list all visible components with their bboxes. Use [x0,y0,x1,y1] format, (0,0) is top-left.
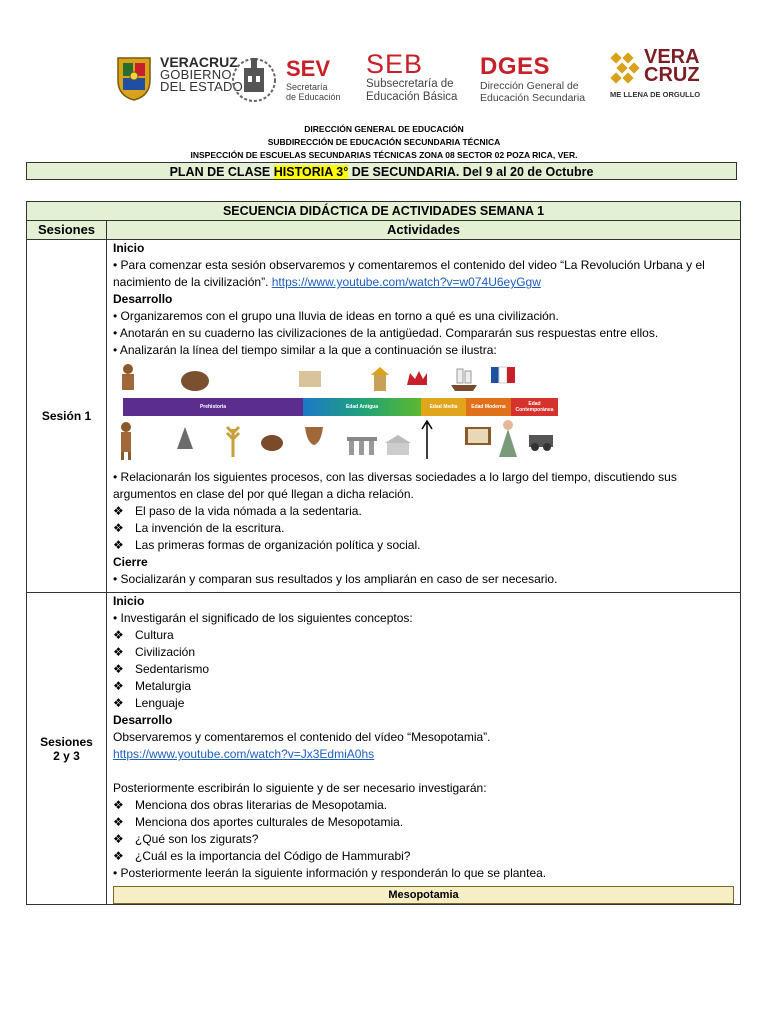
seb-sub-line1: Subsecretaría de [366,78,454,90]
s1-desarrollo-heading: Desarrollo [113,292,173,306]
machine-icon [527,427,557,451]
sev-sub-line2: de Educación [286,92,341,102]
s23-desarrollo-text: Observaremos y comentaremos el contenido del vídeo “Mesopotamia”. [113,730,491,744]
s1-desarrollo-item-1: • Organizaremos con el grupo una lluvia de ideas en torno a qué es una civilización. [113,309,559,323]
question-item [113,797,734,814]
s1-process-bullet [113,503,734,520]
table-title: SECUENCIA DIDÁCTICA DE ACTIVIDADES SEMANA 1 [222,204,545,218]
wheat-icon [221,423,245,459]
diamond-bullet-icon: ❖ [113,696,124,710]
plan-title-bar [26,162,737,180]
s1-process-bullet [113,520,734,537]
question-2: Menciona dos aportes culturales de Mesopotamia. [135,815,404,829]
s1-process-item-1: El paso de la vida nómada a la sedentaria. [135,504,362,518]
question-4: ¿Cuál es la importancia del Código de Hammurabi? [135,849,411,863]
dges-logo-word: DGES [480,53,551,80]
s1-process-bullet [113,537,734,554]
institution-line-3: INSPECCIÓN DE ESCUELAS SECUNDARIAS TÉCNICAS ZONA 08 SECTOR 02 POZA RICA, VER. [190,150,578,160]
s1-inicio-paragraph: • Para comenzar esta sesión observaremos y comentaremos el contenido del video “La Revolución Urbana y el nacimiento de la civilización”. [113,258,705,289]
s1-cierre-text: • Socializarán y comparan sus resultados y los ampliarán en caso de ser necesario. [113,572,558,586]
vc-line2: CRUZ [644,64,700,86]
plan-suffix: DE SECUNDARIA. Del 9 al 20 de Octubre [348,165,594,179]
seb-logo-subtitle [366,78,457,104]
veracruz-del-estado: DEL ESTADO [160,79,243,94]
s1-desarrollo-item-3: • Analizarán la línea del tiempo similar a la que a continuación se ilustra: [113,343,497,357]
dges-sub-line2: Educación Secundaria [480,92,586,104]
book-icon [463,425,493,447]
timeline-segment-edad-contemporanea: Edad Contemporánea [511,398,558,416]
crown-figure-icon [405,367,429,391]
col-header-sessions: Sesiones [27,221,107,239]
sessions-2-3-label-line2: 2 y 3 [53,748,80,763]
institution-line-2: SUBDIRECCIÓN DE EDUCACIÓN SECUNDARIA TÉCNICA [267,137,501,147]
sessions-2-3-label-line1: Sesiones [40,734,93,749]
s1-process-item-3: Las primeras formas de organización política y social. [135,538,421,552]
diamond-bullet-icon: ❖ [113,832,124,846]
dges-sub-line1: Dirección General de [480,80,579,92]
sessions-2-3-label [27,593,107,904]
lady-figure-icon [497,419,519,459]
diamond-bullet-icon: ❖ [113,798,124,812]
s23-desarrollo-heading: Desarrollo [113,713,173,727]
veracruz-coat-of-arms-icon [114,54,154,102]
table-header-row [27,221,740,240]
video-link-mesopotamia[interactable]: https://www.youtube.com/watch?v=Jx3EdmiA0hs [113,747,375,761]
table-title-row [27,202,740,221]
diamond-bullet-icon: ❖ [113,538,124,552]
header-logos [110,48,710,108]
caravel-ship-icon [449,365,479,393]
concept-cultura: Cultura [135,628,174,642]
history-timeline-image [113,361,565,465]
question-item [113,814,734,831]
seb-sub-line2: Educación Básica [366,91,458,103]
concept-item [113,678,734,695]
question-item [113,831,734,848]
horse-icon [259,427,285,457]
mammoth-figure-icon [179,367,211,393]
question-3: ¿Qué son los zigurats? [135,832,259,846]
veracruz-name: VERACRUZ [160,54,238,70]
concept-item [113,644,734,661]
concept-item [113,627,734,644]
sev-logo-subtitle [286,82,341,102]
timeline-band [123,398,558,416]
diamond-bullet-icon: ❖ [113,504,124,518]
diamond-bullet-icon: ❖ [113,521,124,535]
caveman-figure-icon [117,363,139,393]
timeline-segment-edad-media: Edad Media [421,398,466,416]
diamond-bullet-icon: ❖ [113,662,124,676]
s1-inicio-heading: Inicio [113,241,145,255]
sev-logo-word: SEV [286,56,331,81]
session-1-activities [107,240,740,592]
temple-icon [383,433,413,457]
s1-process-item-2: La invención de la escritura. [135,521,285,535]
sev-shield-icon [230,52,278,104]
sessions-2-3-activities [107,593,740,904]
pottery-icon [301,423,327,447]
veracruz-brand-word [644,48,700,84]
french-revolution-icon [489,363,519,393]
stonehenge-icon [347,437,377,455]
diamond-bullet-icon: ❖ [113,645,124,659]
table-row-sessions-2-3 [27,593,740,905]
s23-questions-intro: Posteriormente escribirán lo siguiente y de ser necesario investigarán: [113,781,487,795]
concept-item [113,661,734,678]
hunter-figure-icon [115,421,137,461]
timeline-segment-prehistoria: Prehistoria [123,398,303,416]
s23-inicio-text: • Investigarán el significado de los siguientes conceptos: [113,611,413,625]
activities-table [26,201,741,905]
timeline-segment-edad-moderna: Edad Moderna [466,398,511,416]
question-1: Menciona dos obras literarias de Mesopotamia. [135,798,388,812]
veracruz-pattern-icon [610,52,642,86]
diamond-bullet-icon: ❖ [113,628,124,642]
dges-logo-subtitle [480,80,585,104]
concept-item [113,695,734,712]
blank-line [113,763,734,780]
concept-lenguaje: Lenguaje [135,696,185,710]
plan-subject-highlight: HISTORIA 3° [273,165,349,179]
s23-reading-instruction: • Posteriormente leerán la siguiente información y responderán lo que se plantea. [113,866,547,880]
plan-prefix: PLAN DE CLASE [169,165,274,179]
s1-cierre-heading: Cierre [113,555,148,569]
up-arrow-icon [421,419,433,459]
table-row-session-1 [27,240,740,593]
tools-figure-icon [173,425,197,451]
concept-metalurgia: Metalurgia [135,679,192,693]
institution-line-1: DIRECCIÓN GENERAL DE EDUCACIÓN [304,124,464,134]
session-1-label: Sesión 1 [27,240,107,592]
seb-logo-word: SEB [366,49,424,79]
question-item [113,848,734,865]
s1-desarrollo-item-2: • Anotarán en su cuaderno las civilizaciones de la antigüedad. Compararán sus respuestas entre ellos. [113,326,659,340]
timeline-segment-edad-antigua: Edad Antigua [303,398,421,416]
concept-sedentarismo: Sedentarismo [135,662,210,676]
diamond-bullet-icon: ❖ [113,679,124,693]
s23-inicio-heading: Inicio [113,594,145,608]
vc-line1: VERA [644,46,700,68]
video-link-revolucion-urbana[interactable]: https://www.youtube.com/watch?v=w074U6eyGgw [271,275,541,289]
pharaoh-figure-icon [369,365,391,393]
s1-inicio-text [113,257,734,291]
col-header-activities: Actividades [107,221,740,239]
veracruz-gobierno: GOBIERNO [160,67,232,82]
mesopotamia-section-title: Mesopotamia [113,886,734,904]
hand-painting-icon [297,367,323,391]
veracruz-brand-slogan: ME LLENA DE ORGULLO [610,90,701,99]
s1-desarrollo-item-4: • Relacionarán los siguientes procesos, con las diversas sociedades a lo largo del tiempo, discutiendo sus argumentos en clase del por qué llegan a dicha relación. [113,470,677,501]
concept-civilizacion: Civilización [135,645,196,659]
diamond-bullet-icon: ❖ [113,849,124,863]
sev-sub-line1: Secretaría [286,82,328,92]
diamond-bullet-icon: ❖ [113,815,124,829]
